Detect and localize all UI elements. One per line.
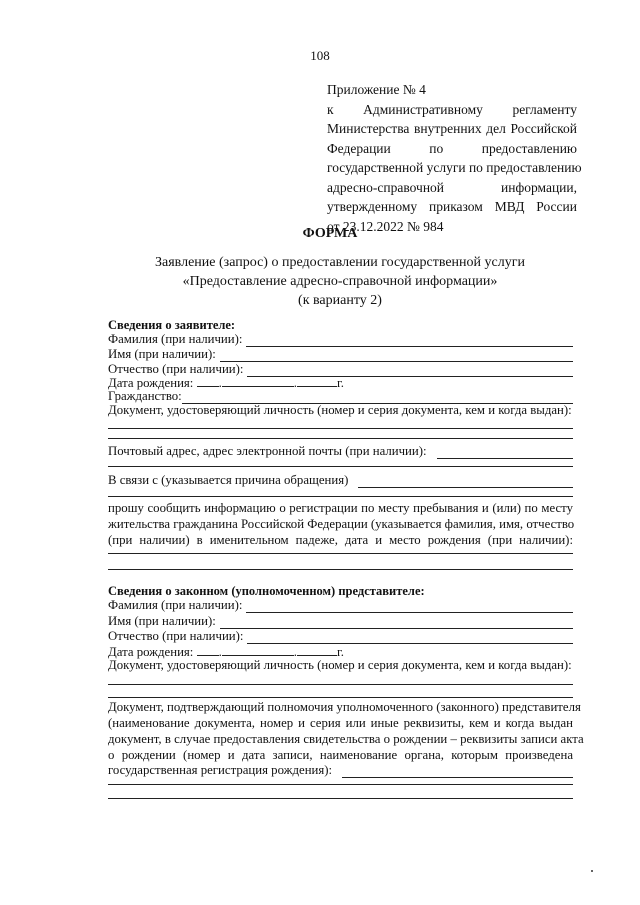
appendix-line: утвержденному приказом МВД России xyxy=(327,199,577,214)
paragraph-line: Документ, подтверждающий полномочия уполномоченного (законного) представителя xyxy=(108,700,581,714)
applicant-reason-line[interactable] xyxy=(108,496,573,497)
representative-id-document-line[interactable] xyxy=(108,697,573,698)
representative-birth-date-field[interactable]: Дата рождения: . . г. xyxy=(108,645,344,659)
field-label: Отчество (при наличии): xyxy=(108,362,244,376)
applicant-reason-field[interactable] xyxy=(108,473,573,488)
representative-surname-field[interactable] xyxy=(108,598,573,613)
paragraph-line: (при наличии) в именительном падеже, дата и место рождения (при наличии): xyxy=(108,533,573,547)
applicant-address-line[interactable] xyxy=(108,466,573,467)
year-suffix: г. xyxy=(336,645,344,659)
field-label: В связи с (указывается причина обращения) xyxy=(108,473,349,487)
request-answer-line[interactable] xyxy=(108,569,573,570)
appendix-line: государственной услуги по предоставлению xyxy=(327,160,582,175)
applicant-surname-field[interactable] xyxy=(108,332,573,347)
applicant-id-document-line[interactable] xyxy=(108,428,573,429)
field-label: Имя (при наличии): xyxy=(108,347,216,361)
appendix-header xyxy=(327,80,582,236)
paragraph-line: о рождении (номер и дата записи, наименование органа, которым произведена xyxy=(108,748,573,762)
field-label: государственная регистрация рождения): xyxy=(108,763,333,777)
page-number: 108 xyxy=(310,48,330,63)
appendix-line: Федерации по предоставлению xyxy=(327,140,577,156)
paragraph-line: жительства гражданина Российской Федерации (указывается фамилия, имя, отчество xyxy=(108,517,575,531)
appendix-line: Министерства внутренних дел Российской xyxy=(327,121,577,136)
appendix-line: к Административному регламенту xyxy=(327,101,577,117)
authority-answer-line[interactable] xyxy=(108,784,573,785)
representative-patronymic-field[interactable] xyxy=(108,629,573,644)
field-label: Гражданство: xyxy=(108,389,182,403)
field-label: Имя (при наличии): xyxy=(108,614,216,628)
field-label: Фамилия (при наличии): xyxy=(108,598,243,612)
paragraph-line: (наименование документа, номер и серия или иные реквизиты, кем и когда выдан xyxy=(108,716,573,730)
appendix-line: от 23.12.2022 № 984 xyxy=(327,218,444,234)
form-title: ФОРМА xyxy=(302,226,358,241)
field-label: Отчество (при наличии): xyxy=(108,629,244,643)
paragraph-line: документ, в случае предоставления свидетельства о рождении – реквизиты записи акта xyxy=(108,732,584,746)
applicant-id-document-label: Документ, удостоверяющий личность (номер и серия документа, кем и когда выдан): xyxy=(108,403,572,417)
year-suffix: г. xyxy=(336,376,344,390)
applicant-birth-date-field[interactable]: Дата рождения: . . г. xyxy=(108,376,344,390)
document-title xyxy=(0,253,640,310)
representative-name-field[interactable] xyxy=(108,614,573,629)
field-label: Дата рождения: xyxy=(108,376,194,390)
applicant-name-field[interactable] xyxy=(108,347,573,362)
appendix-line: адресно-справочной информации, xyxy=(327,179,577,195)
scan-speck xyxy=(591,870,593,872)
representative-id-document-label: Документ, удостоверяющий личность (номер и серия документа, кем и когда выдан): xyxy=(108,658,572,672)
field-label: Дата рождения: xyxy=(108,645,194,659)
field-label: Фамилия (при наличии): xyxy=(108,332,243,346)
applicant-address-field[interactable] xyxy=(108,444,573,459)
applicant-id-document-line[interactable] xyxy=(108,438,573,439)
representative-heading: Сведения о законном (уполномоченном) представителе: xyxy=(108,584,425,598)
applicant-heading: Сведения о заявителе: xyxy=(108,318,236,332)
authority-paragraph xyxy=(108,699,584,763)
title-line: (к варианту 2) xyxy=(298,293,382,308)
authority-answer-line[interactable] xyxy=(108,798,573,799)
field-label: Почтовый адрес, адрес электронной почты (при наличии): xyxy=(108,444,427,458)
request-paragraph xyxy=(108,500,573,548)
title-line: Заявление (запрос) о предоставлении государственной услуги xyxy=(155,255,525,270)
title-line: «Предоставление адресно-справочной информации» xyxy=(182,274,498,289)
representative-id-document-line[interactable] xyxy=(108,684,573,685)
paragraph-line: прошу сообщить информацию о регистрации по месту пребывания и (или) по месту xyxy=(108,501,573,515)
request-answer-line[interactable] xyxy=(108,553,573,554)
appendix-line: Приложение № 4 xyxy=(327,82,426,97)
authority-field[interactable] xyxy=(108,763,573,778)
